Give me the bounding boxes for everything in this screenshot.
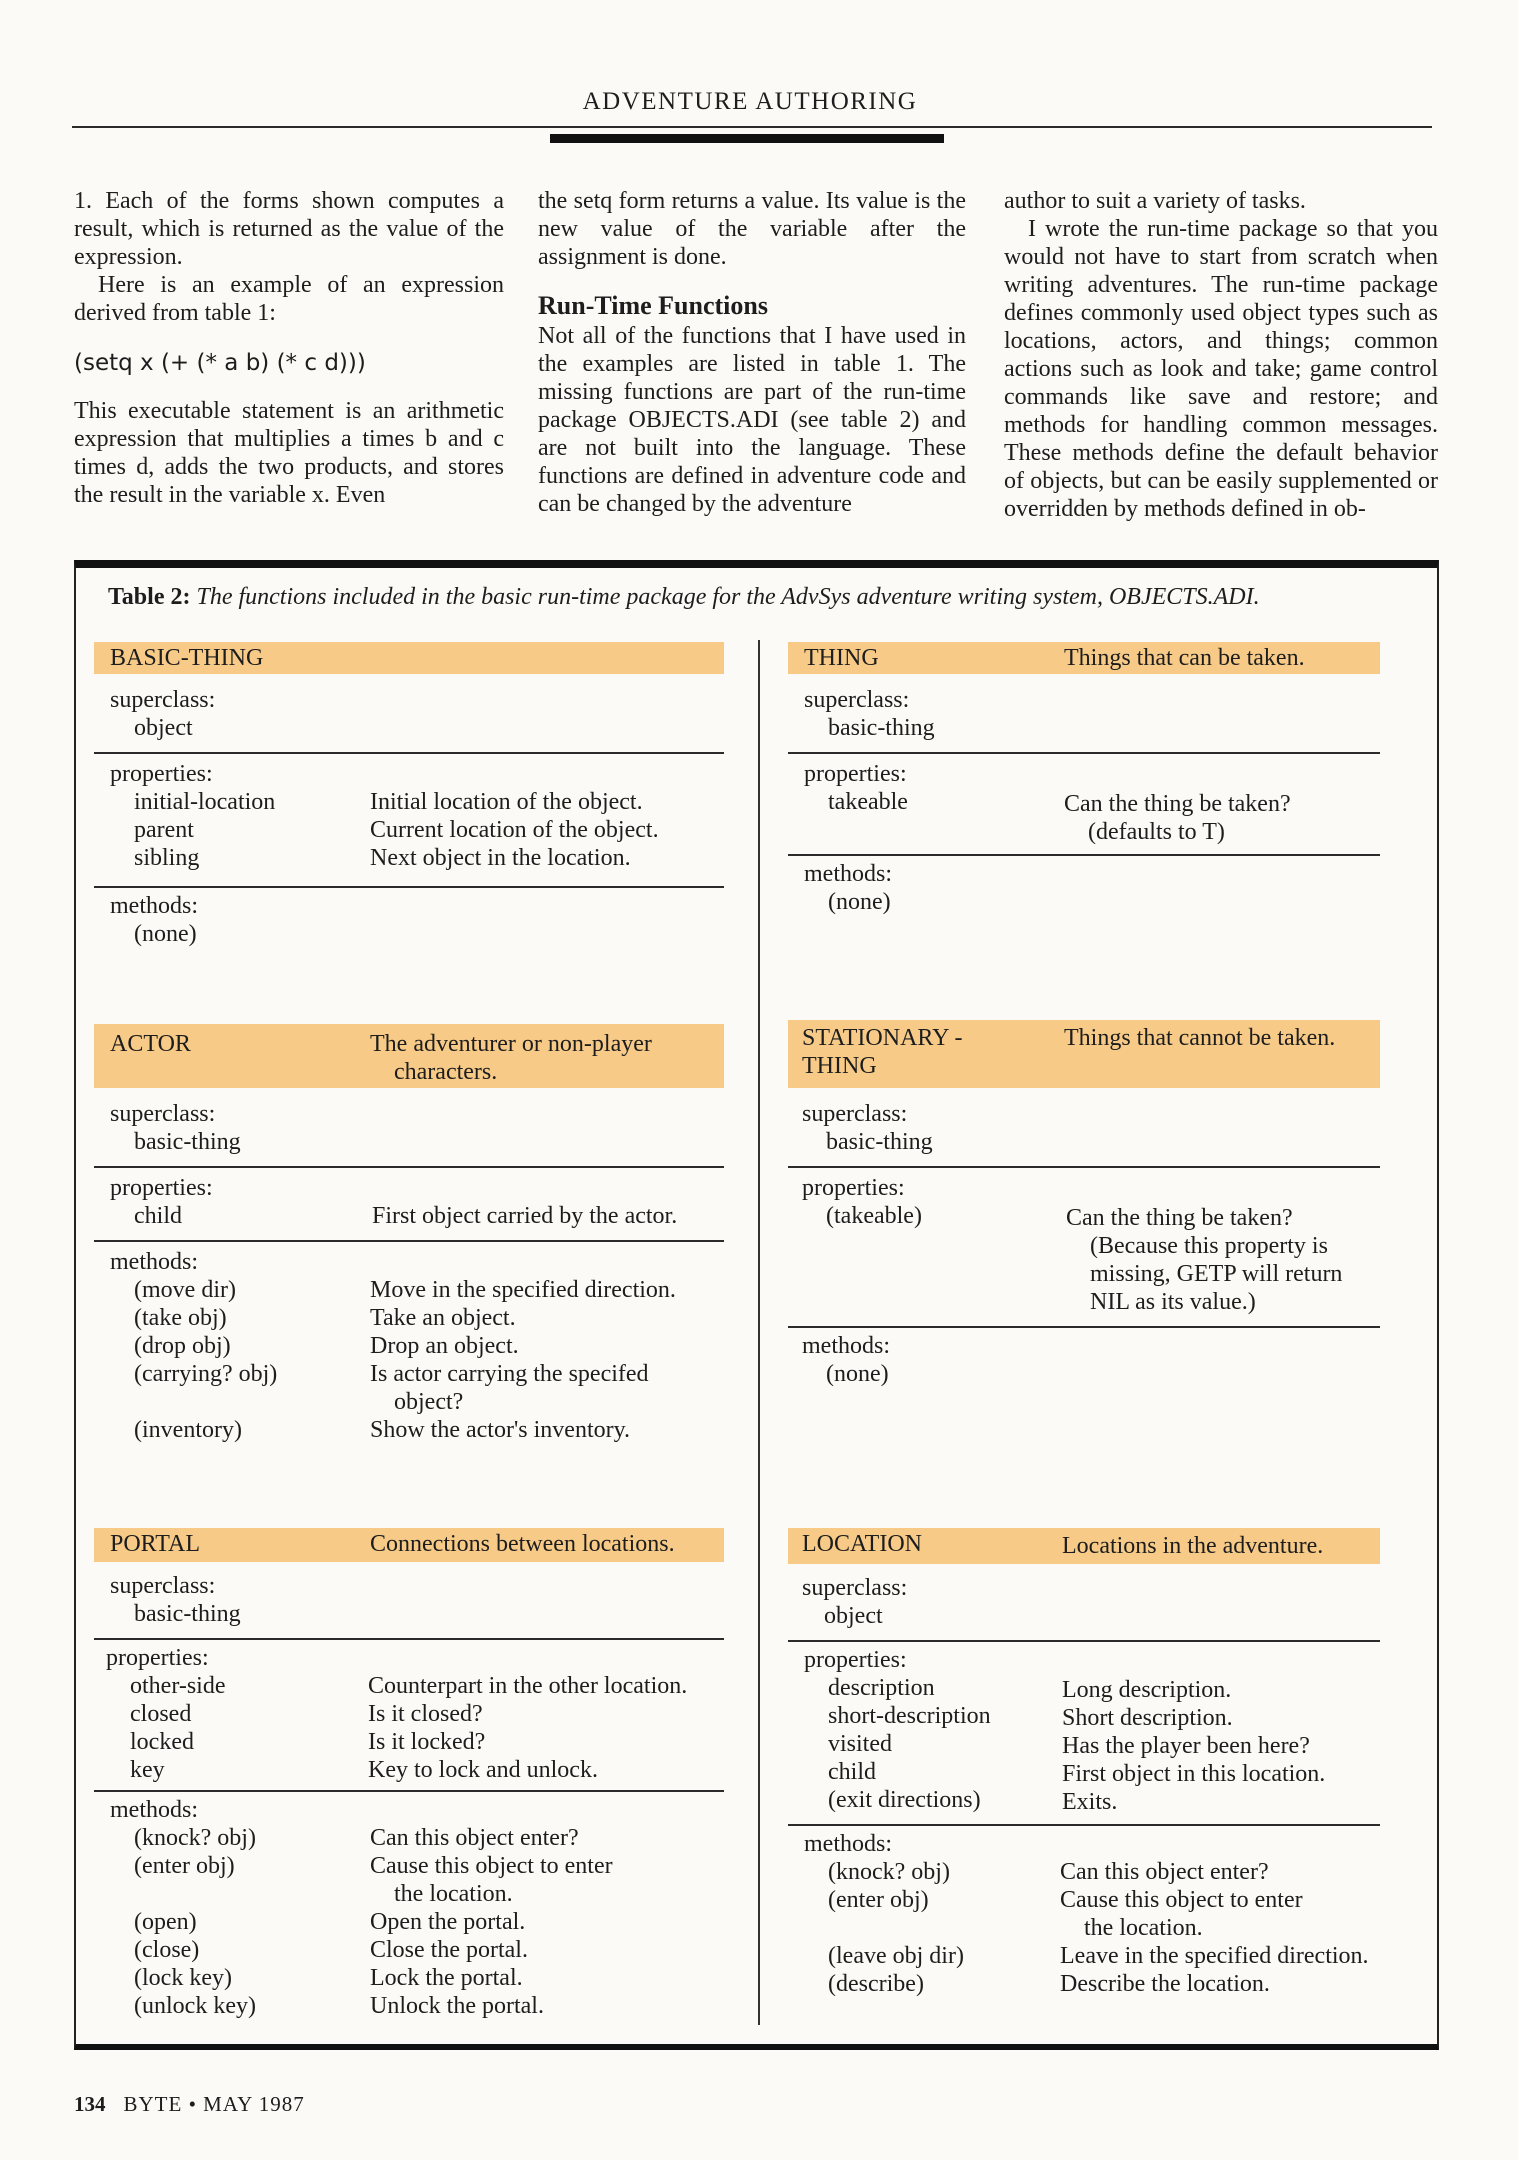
method-row: [788, 1360, 1380, 1388]
class-location: [788, 1528, 1380, 1998]
property-desc-continued: (Because this property is: [1090, 1233, 1328, 1259]
section-label: superclass:: [802, 1101, 908, 1127]
method-desc-continued: object?: [394, 1389, 464, 1415]
property-name: (exit directions): [828, 1787, 981, 1813]
superclass-section: [788, 1574, 1380, 1630]
header-thick-rule: [550, 134, 944, 143]
method-name: (none): [828, 889, 891, 915]
superclass-section: [94, 1100, 724, 1156]
article-column-1: [74, 187, 504, 509]
property-desc: First object carried by the actor.: [372, 1203, 678, 1229]
class-header: [94, 1024, 724, 1088]
superclass-section: [94, 686, 724, 742]
divider: [94, 1790, 724, 1792]
method-row: [94, 1852, 724, 1908]
divider: [788, 752, 1380, 754]
property-name: closed: [130, 1701, 192, 1727]
property-row: [788, 1730, 1380, 1758]
properties-section: [788, 1646, 1380, 1814]
table-label: Table 2:: [108, 584, 191, 610]
method-desc: Open the portal.: [370, 1909, 526, 1935]
property-desc: Is it closed?: [368, 1701, 483, 1727]
class-basic-thing: [94, 642, 724, 948]
class-header: [94, 642, 724, 674]
superclass-value: object: [134, 715, 193, 741]
property-name: parent: [134, 817, 194, 843]
property-desc: First object in this location.: [1062, 1761, 1326, 1787]
method-row: [788, 1858, 1380, 1886]
method-row: [94, 1908, 724, 1936]
superclass-entry: [94, 1600, 724, 1628]
superclass-entry: [94, 714, 724, 742]
method-desc: Lock the portal.: [370, 1965, 523, 1991]
properties-section: [94, 1644, 724, 1784]
divider: [94, 1638, 724, 1640]
methods-section: [94, 892, 724, 948]
class-description: The adventurer or non-player: [370, 1031, 652, 1057]
property-row: [788, 1674, 1380, 1702]
method-desc: Close the portal.: [370, 1937, 528, 1963]
superclass-section: [788, 686, 1380, 742]
section-heading: Run-Time Functions: [538, 291, 768, 320]
divider: [788, 1824, 1380, 1826]
class-description: Locations in the adventure.: [1062, 1533, 1324, 1559]
superclass-value: basic-thing: [134, 1129, 241, 1155]
method-name: (none): [826, 1361, 889, 1387]
method-row: [94, 1824, 724, 1852]
method-row: [94, 1276, 724, 1304]
method-desc: Show the actor's inventory.: [370, 1417, 631, 1443]
class-thing: [788, 642, 1380, 916]
property-name: visited: [828, 1731, 892, 1757]
divider: [94, 752, 724, 754]
method-name: (open): [134, 1909, 197, 1935]
method-row: [94, 1416, 724, 1444]
superclass-section: [788, 1100, 1380, 1156]
method-row: [94, 1964, 724, 1992]
property-desc: Current location of the object.: [370, 817, 659, 843]
magazine-issue: BYTE • MAY 1987: [123, 2092, 305, 2116]
method-desc: Leave in the specified direction.: [1060, 1943, 1369, 1969]
section-label: superclass:: [110, 1101, 216, 1127]
property-name: (takeable): [826, 1203, 922, 1229]
property-desc: Can the thing be taken?: [1064, 791, 1291, 817]
class-name: BASIC-THING: [110, 645, 264, 671]
method-name: (leave obj dir): [828, 1943, 964, 1969]
property-row: [94, 1700, 724, 1728]
section-label: properties:: [110, 761, 213, 787]
property-desc: Has the player been here?: [1062, 1733, 1310, 1759]
section-label: methods:: [110, 1797, 198, 1823]
property-desc: Long description.: [1062, 1677, 1232, 1703]
method-row: [788, 1970, 1380, 1998]
property-row: [94, 844, 724, 872]
divider: [94, 886, 724, 888]
method-row: [94, 1992, 724, 2020]
class-header: [788, 1020, 1380, 1088]
property-row: [94, 1202, 724, 1230]
property-row: [788, 1202, 1380, 1314]
method-desc: Is actor carrying the specifed: [370, 1361, 649, 1387]
method-row: [94, 1360, 724, 1416]
class-name-continued: THING: [802, 1053, 877, 1079]
section-label: methods:: [804, 861, 892, 887]
method-name: (inventory): [134, 1417, 242, 1443]
property-desc: Can the thing be taken?: [1066, 1205, 1293, 1231]
superclass-section: [94, 1572, 724, 1628]
method-name: (carrying? obj): [134, 1361, 278, 1387]
property-desc-continued: missing, GETP will return: [1090, 1261, 1343, 1287]
class-description-continued: characters.: [394, 1059, 498, 1085]
property-desc: Short description.: [1062, 1705, 1233, 1731]
property-row: [94, 816, 724, 844]
class-header: [788, 1528, 1380, 1564]
paragraph: I wrote the run-time package so that you would not have to start from scratch when writing adventures. The run-time package defines commonly used object types such as locations, actors, and things; common actions such as look and take; game control commands like save and restore; and methods for handling common messages. These methods define the default behavior of objects, but can be easily supplemented or overridden by methods defined in ob-: [1004, 216, 1438, 522]
section-label: methods:: [802, 1333, 890, 1359]
section-label: superclass:: [110, 1573, 216, 1599]
method-desc: Drop an object.: [370, 1333, 519, 1359]
properties-section: [788, 1174, 1380, 1314]
property-row: [94, 1728, 724, 1756]
method-name: (enter obj): [828, 1887, 929, 1913]
property-desc: Counterpart in the other location.: [368, 1673, 688, 1699]
section-label: properties:: [804, 1647, 907, 1673]
class-description: Connections between locations.: [370, 1531, 675, 1557]
method-row: [94, 1304, 724, 1332]
property-row: [788, 1702, 1380, 1730]
property-row: [788, 1786, 1380, 1814]
superclass-value: basic-thing: [826, 1129, 933, 1155]
method-name: (close): [134, 1937, 200, 1963]
property-row: [94, 1672, 724, 1700]
class-actor: [94, 1024, 724, 1444]
method-name: (unlock key): [134, 1993, 256, 2019]
method-desc: Unlock the portal.: [370, 1993, 544, 2019]
property-name: sibling: [134, 845, 200, 871]
method-desc: Cause this object to enter: [1060, 1887, 1303, 1913]
method-row: [94, 1936, 724, 1964]
paragraph: Here is an example of an expression derived from table 1:: [74, 272, 504, 326]
divider: [788, 1326, 1380, 1328]
divider: [788, 1640, 1380, 1642]
superclass-entry: [788, 1602, 1380, 1630]
method-desc: Cause this object to enter: [370, 1853, 613, 1879]
method-desc: Can this object enter?: [1060, 1859, 1269, 1885]
methods-section: [788, 1332, 1380, 1388]
superclass-entry: [788, 1128, 1380, 1156]
property-name: child: [134, 1203, 182, 1229]
table-caption: [108, 584, 1408, 611]
method-row: [788, 1886, 1380, 1942]
class-name: THING: [804, 645, 879, 671]
paragraph: This executable statement is an arithmetic expression that multiplies a times b and c times d, adds the two products, and stores the result in the variable x. Even: [74, 398, 504, 508]
method-name: (knock? obj): [828, 1859, 950, 1885]
property-desc-continued: (defaults to T): [1088, 819, 1225, 845]
superclass-entry: [788, 714, 1380, 742]
method-row: [94, 1332, 724, 1360]
methods-section: [788, 860, 1380, 916]
method-name: (move dir): [134, 1277, 236, 1303]
method-name: (knock? obj): [134, 1825, 256, 1851]
method-desc: Can this object enter?: [370, 1825, 579, 1851]
methods-section: [788, 1830, 1380, 1998]
property-desc-continued: NIL as its value.): [1090, 1289, 1256, 1315]
paragraph: 1. Each of the forms shown computes a result, which is returned as the value of the expression.: [74, 188, 504, 270]
class-stationary-thing: [788, 1020, 1380, 1388]
property-row: [788, 788, 1380, 844]
method-name: (lock key): [134, 1965, 232, 1991]
divider: [94, 1166, 724, 1168]
paragraph: the setq form returns a value. Its value is the new value of the variable after the assignment is done.: [538, 188, 966, 270]
section-label: properties:: [106, 1645, 209, 1671]
section-label: properties:: [110, 1175, 213, 1201]
method-name: (enter obj): [134, 1853, 235, 1879]
column-divider: [758, 640, 760, 2025]
class-header: [788, 642, 1380, 674]
superclass-entry: [94, 1128, 724, 1156]
page-number: 134: [74, 2092, 106, 2116]
method-desc: Take an object.: [370, 1305, 516, 1331]
property-row: [94, 1756, 724, 1784]
method-name: (drop obj): [134, 1333, 231, 1359]
class-portal: [94, 1528, 724, 2020]
class-description: Things that cannot be taken.: [1064, 1025, 1336, 1051]
property-row: [94, 788, 724, 816]
page-footer: [74, 2092, 305, 2117]
superclass-value: basic-thing: [828, 715, 935, 741]
property-name: key: [130, 1757, 165, 1783]
divider: [788, 854, 1380, 856]
section-label: superclass:: [804, 687, 910, 713]
methods-section: [94, 1796, 724, 2020]
class-name: ACTOR: [110, 1031, 191, 1057]
method-row: [788, 1942, 1380, 1970]
methods-section: [94, 1248, 724, 1444]
method-row: [94, 920, 724, 948]
method-desc: Move in the specified direction.: [370, 1277, 676, 1303]
property-row: [788, 1758, 1380, 1786]
paragraph: author to suit a variety of tasks.: [1004, 188, 1306, 214]
class-header: [94, 1528, 724, 1562]
class-name: LOCATION: [802, 1531, 922, 1557]
superclass-value: basic-thing: [134, 1601, 241, 1627]
method-row: [788, 888, 1380, 916]
divider: [94, 1240, 724, 1242]
property-name: locked: [130, 1729, 194, 1755]
article-column-3: [1004, 187, 1438, 523]
class-name: STATIONARY -: [802, 1025, 963, 1051]
code-example: (setq x (+ (* a b) (* c d))): [74, 350, 366, 376]
running-header: ADVENTURE AUTHORING: [582, 88, 918, 115]
property-desc: Key to lock and unlock.: [368, 1757, 598, 1783]
properties-section: [788, 760, 1380, 844]
properties-section: [94, 1174, 724, 1230]
section-label: methods:: [110, 893, 198, 919]
property-name: description: [828, 1675, 935, 1701]
class-description: Things that can be taken.: [1064, 645, 1305, 671]
superclass-value: object: [824, 1603, 883, 1629]
method-name: (none): [134, 921, 197, 947]
section-label: properties:: [802, 1175, 905, 1201]
section-label: methods:: [110, 1249, 198, 1275]
property-name: child: [828, 1759, 876, 1785]
property-name: initial-location: [134, 789, 276, 815]
property-name: short-description: [828, 1703, 991, 1729]
article-column-2: [538, 187, 966, 518]
property-desc: Next object in the location.: [370, 845, 631, 871]
section-label: properties:: [804, 761, 907, 787]
method-name: (describe): [828, 1971, 924, 1997]
method-desc: Describe the location.: [1060, 1971, 1270, 1997]
property-desc: Is it locked?: [368, 1729, 486, 1755]
section-label: superclass:: [802, 1575, 908, 1601]
header-rule: [72, 126, 1432, 128]
property-desc: Initial location of the object.: [370, 789, 643, 815]
method-desc-continued: the location.: [394, 1881, 513, 1907]
paragraph: Not all of the functions that I have used in the examples are listed in table 1. The missing functions are part of the run-time package OBJECTS.ADI (see table 2) and are not built into the language. These functions are defined in adventure code and can be changed by the adventure: [538, 323, 966, 517]
divider: [788, 1166, 1380, 1168]
property-name: other-side: [130, 1673, 226, 1699]
section-label: methods:: [804, 1831, 892, 1857]
table-caption-text: The functions included in the basic run-time package for the AdvSys adventure writing system, OBJECTS.ADI.: [196, 584, 1260, 610]
properties-section: [94, 760, 724, 872]
section-label: superclass:: [110, 687, 216, 713]
method-name: (take obj): [134, 1305, 227, 1331]
property-name: takeable: [828, 789, 908, 815]
class-name: PORTAL: [110, 1531, 200, 1557]
property-desc: Exits.: [1062, 1789, 1118, 1815]
method-desc-continued: the location.: [1084, 1915, 1203, 1941]
